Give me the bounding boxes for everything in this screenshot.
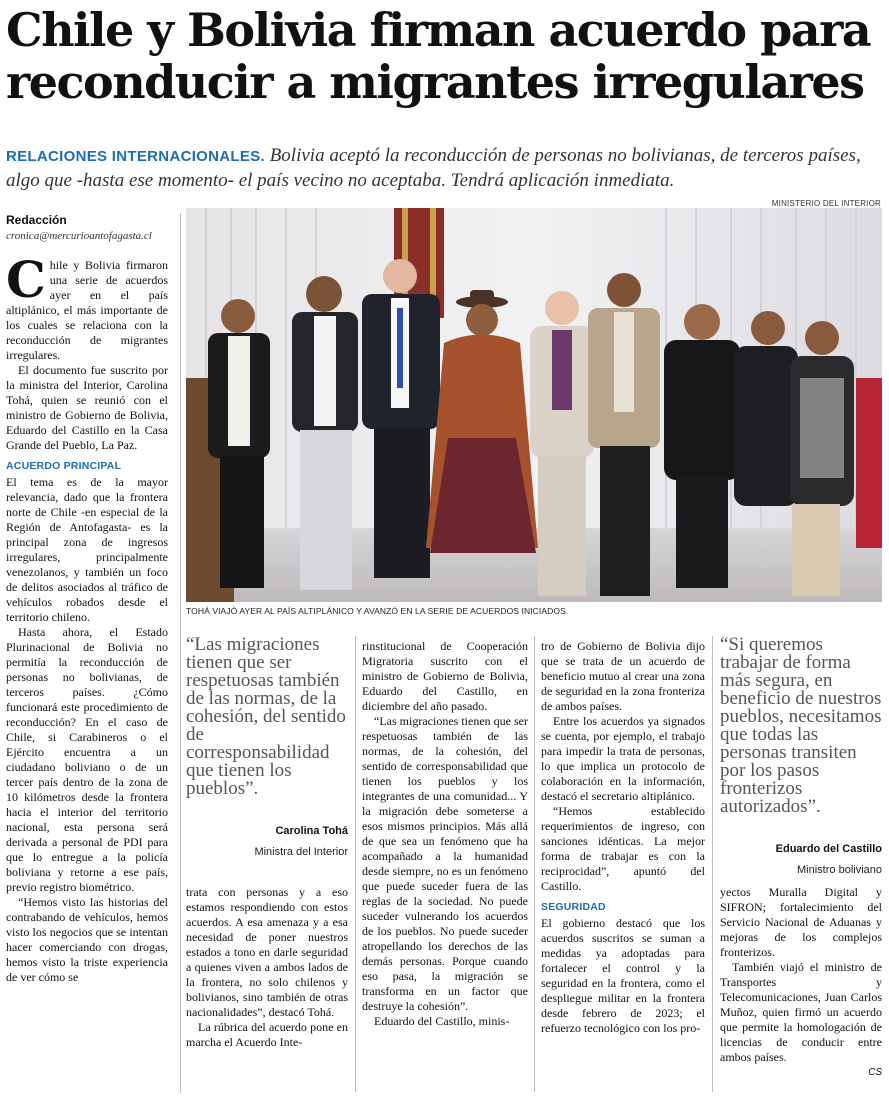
headline: Chile y Bolivia firman acuerdo para reconducir a migrantes irregulares [6,3,871,109]
article-paragraph: trata con personas y a eso estamos respondiendo con estos acuerdos. A esa amenaza y a esa necesidad de poner nuestros estados a tono en darle seguridad a quienes viven a ambos lados de la frontera, no solo chilenos y bolivianos, sino también de otras nacionalidades”, destacó Tohá. [186,885,348,1019]
article-column-5 [720,885,882,1080]
article-paragraph: Hasta ahora, el Estado Plurinacional de Bolivia no permitía la reconducción de personas no bolivianas, de terceros países. ¿Cómo funcionará este procedimiento de reconducción? En el caso de Chile, si Carabineros o el Ejército encuentra a un ciudadano boliviano o de un tercer país dentro de la zona de 10 kilómetros desde la frontera hacia el interior del territorio nacional, esta persona será derivada a personal de PDI para que lo entregue a la policía boliviana y retorne a ese país, previo registro biométrico. [6,625,168,894]
pull-quote-role: Ministro boliviano [797,864,882,876]
article-paragraph: El documento fue suscrito por la ministra del Interior, Carolina Tohá, quien se reunió con el ministro de Gobierno de Bolivia, Eduardo del Castillo en la Casa Grande del Pueblo, La Paz. [6,363,168,452]
drop-cap: C [6,250,46,309]
column-divider [180,213,181,1093]
article-paragraph: rinstitucional de Cooperación Migratoria suscrito con el ministro de Gobierno de Bolivia, Eduardo del Castillo, en diciembre del año pasado. [362,639,528,713]
column-divider [712,636,713,1092]
photo-caption: TOHÁ VIAJÓ AYER AL PAÍS ALTIPLÁNICO Y AVANZÓ EN LA SERIE DE ACUERDOS INICIADOS. [186,606,569,616]
section-heading: ACUERDO PRINCIPAL [6,460,122,472]
pull-quote-text: “Si queremos trabajar de forma más segura, en beneficio de nuestros pueblos, necesitamos que todas las personas transiten por los pasos fronterizos autorizados”. [720,634,882,817]
deck [6,144,881,193]
article-column-2 [186,885,348,1050]
article-paragraph: El gobierno destacó que los acuerdos suscritos se suman a medidas ya adoptadas para fortalecer el control y la seguridad en la frontera, como el despliegue militar en la frontera desde febrero de 2023; el refuerzo tecnológico con los pro- [541,916,705,1035]
deck-text: Bolivia aceptó la reconducción de personas no bolivianas, de terceros países, algo que -hasta ese momento- el país vecino no aceptaba. Tendrá aplicación inmediata. [6,145,861,191]
article-paragraph: Entre los acuerdos ya signados se cuenta, por ejemplo, el trabajo para impedir la trata de personas, lo que implica un protocolo de colaboración en la información, destacó el secretario altiplánico. [541,714,705,803]
article-paragraph: También viajó el ministro de Transportes y Telecomunicaciones, Juan Carlos Muñoz, quien firmó un acuerdo que permite la homologación de licencias de conducir entre ambos países. [720,960,882,1064]
section-heading: SEGURIDAD [541,901,606,913]
article-paragraph: El tema es de la mayor relevancia, dado que la frontera norte de Chile -en especial de la Región de Antofagasta- es la principal zona de ingresos irregulares, principalmente venezolanos, y también un foco de delitos asociados al tráfico de vehículos robados desde el territorio chileno. [6,475,168,624]
byline-name: Redacción [6,213,67,227]
byline [6,213,181,242]
pull-quote-toha [186,636,348,861]
lead-text: hile y Bolivia firmaron una serie de acuerdos ayer en el país altiplánico, el más importante de los cuales se relaciona con la reconducción de migrantes irregulares. [6,258,168,362]
photo-credit: MINISTERIO DEL INTERIOR [771,199,881,208]
article-paragraph: La rúbrica del acuerdo pone en marcha el Acuerdo Inte- [186,1020,348,1049]
author-initials: CS [868,1067,882,1078]
article-column-3 [362,639,528,1029]
pull-quote-role: Ministra del Interior [254,846,348,858]
article-paragraph: Eduardo del Castillo, minis- [374,1014,510,1028]
article-paragraph: tro de Gobierno de Bolivia dijo que se trata de un acuerdo de beneficio mutuo al crear una zona de seguridad en la zona fronteriza de ambos países. [541,639,705,713]
article-column-1 [6,250,168,985]
column-divider [355,636,356,1092]
article-column-4 [541,639,705,1036]
pull-quote-author: Carolina Tohá [275,825,348,837]
deck-kicker: RELACIONES INTERNACIONALES. [6,148,265,165]
pull-quote-text: “Las migraciones tienen que ser respetuosas también de las normas, de la cohesión, del sentido de corresponsabilidad que tienen los pueblos”. [186,634,346,799]
pull-quote-author: Eduardo del Castillo [775,843,882,855]
article-paragraph: “Hemos establecido requerimientos de ingreso, con sanciones idénticas. La mejor forma de trabajar es con la reciprocidad”, apuntó del Castillo. [541,804,705,893]
byline-email[interactable]: cronica@mercurioantofagasta.cl [6,230,152,242]
column-divider [534,636,535,1092]
article-paragraph: “Las migraciones tienen que ser respetuosas también de las normas, de la cohesión, del sentido de corresponsabilidad que tienen los pueblos y los integrantes de una comunidad... Y la migración debe someterse a esos mismos principios. Más allá de que sea un fenómeno que ha acompañado a la humanidad desde siempre, no es un fenómeno que puede suceder fuera de las reglas de la sociedad. No puede suceder vulnerando los acuerdos de los pueblos. No puede suceder atropellando los derechos de las demás personas. Porque cuando eso pasa, la migración se transforma en un factor que destruye la cohesión”. [362,714,528,1013]
pull-quote-del-castillo [720,636,882,879]
article-paragraph: “Hemos visto las historias del contrabando de vehículos, hemos visto los negocios que se intentan hacer comerciando con drogas, hemos visto la triste experiencia de ver cómo se [6,895,168,984]
article-paragraph: yectos Muralla Digital y SIFRON; fortalecimiento del Servicio Nacional de Aduanas y mejoras de los complejos fronterizos. [720,885,882,959]
article-paragraph [6,250,168,363]
news-photo [186,208,882,602]
